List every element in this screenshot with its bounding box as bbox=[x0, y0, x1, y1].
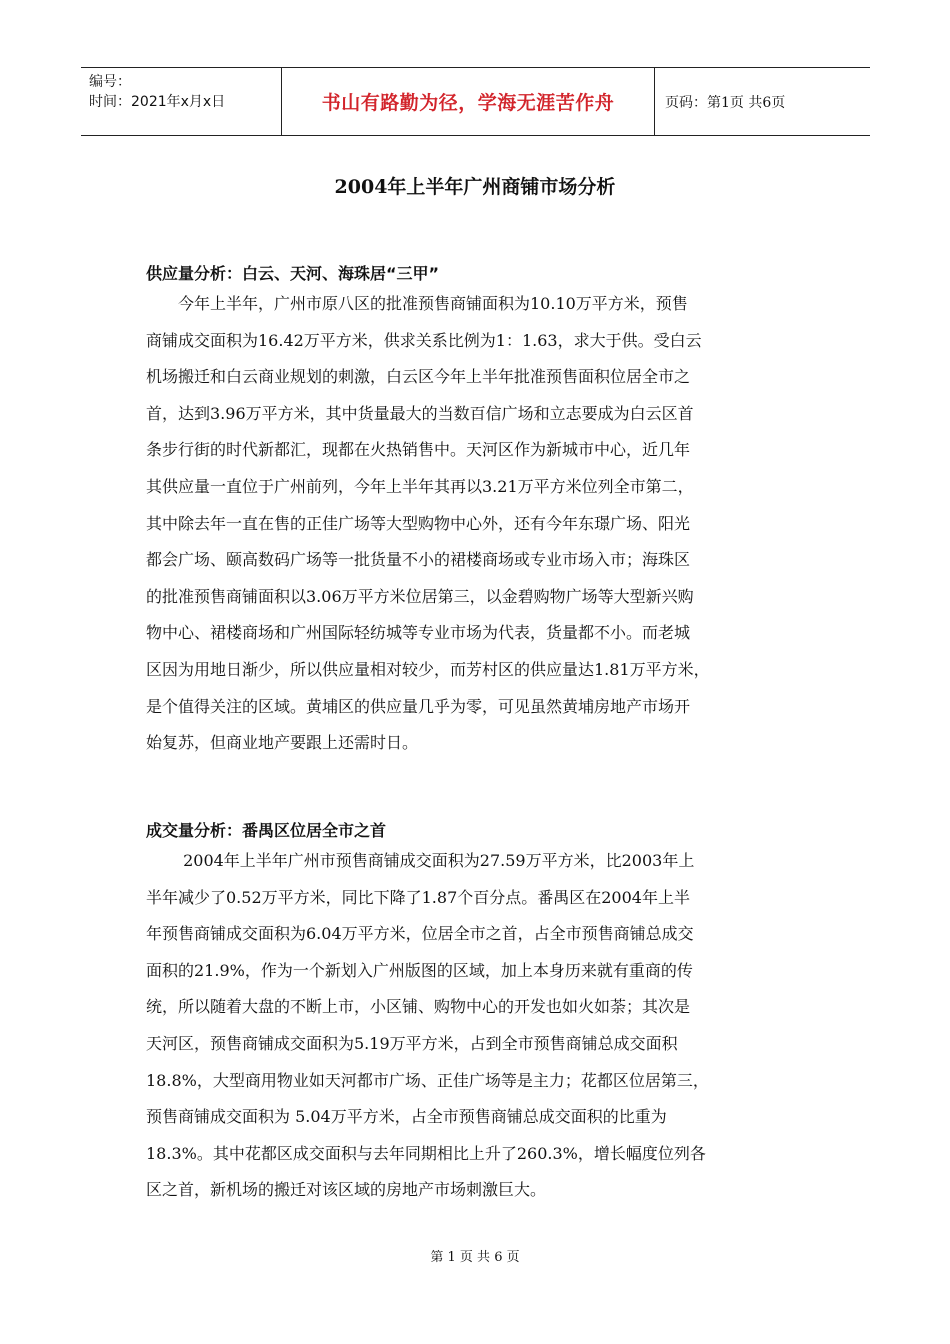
text-line: 商铺成交面积为16.42万平方米，供求关系比例为1：1.63，求大于供。受白云 bbox=[146, 330, 702, 350]
document-title: 2004年上半年广州商铺市场分析 bbox=[334, 176, 616, 198]
text-line: 首，达到3.96万平方米，其中货量最大的当数百信广场和立志要成为白云区首 bbox=[146, 403, 694, 423]
section-heading-supply: 供应量分析：白云、天河、海珠居“三甲” bbox=[146, 264, 440, 283]
text-line: 条步行街的时代新都汇，现都在火热销售中。天河区作为新城市中心，近几年 bbox=[146, 440, 691, 460]
text-line: 区之首，新机场的搬迁对该区域的房地产市场刺激巨大。 bbox=[146, 1180, 547, 1200]
text-line: 都会广场、颐高数码广场等一批货量不小的裙楼商场或专业市场入市；海珠区 bbox=[146, 550, 691, 570]
page-footer: 第 1 页 共 6 页 bbox=[430, 1250, 520, 1265]
text-line: 预售商铺成交面积为 5.04万平方米，占全市预售商铺总成交面积的比重为 bbox=[146, 1107, 667, 1127]
text-line: 是个值得关注的区域。黄埔区的供应量几乎为零，可见虽然黄埔房地产市场开 bbox=[146, 696, 691, 716]
text-line: 统，所以随着大盘的不断上市，小区铺、购物中心的开发也如火如荼；其次是 bbox=[146, 997, 691, 1017]
section-body-supply bbox=[146, 286, 806, 762]
code-label: 编号： bbox=[89, 74, 131, 90]
text-line: 其供应量一直位于广州前列，今年上半年其再以3.21万平方米位列全市第二， bbox=[146, 476, 694, 496]
page-info: 页码：第1页 共6页 bbox=[665, 94, 786, 111]
date-label: 时间：2021年x月x日 bbox=[89, 94, 226, 110]
text-line: 物中心、裙楼商场和广州国际轻纺城等专业市场为代表，货量都不小。而老城 bbox=[146, 623, 691, 643]
text-line: 区因为用地日渐少，所以供应量相对较少，而芳村区的供应量达1.81万平方米， bbox=[146, 659, 710, 679]
text-line: 半年减少了0.52万平方米，同比下降了1.87个百分点。番禺区在2004年上半 bbox=[146, 887, 690, 907]
section-body-transactions bbox=[146, 843, 806, 1209]
header-page-cell bbox=[655, 68, 870, 135]
text-line: 年预售商铺成交面积为6.04万平方米，位居全市之首，占全市预售商铺总成交 bbox=[146, 924, 694, 944]
text-line: 18.3%。其中花都区成交面积与去年同期相比上升了260.3%，增长幅度位列各 bbox=[146, 1143, 706, 1163]
text-line: 的批准预售商铺面积以3.06万平方米位居第三，以金碧购物广场等大型新兴购 bbox=[146, 586, 694, 606]
header-meta bbox=[81, 68, 281, 135]
text-line: 18.8%，大型商用物业如天河都市广场、正佳广场等是主力；花都区位居第三， bbox=[146, 1070, 709, 1090]
text-line: 面积的21.9%，作为一个新划入广州版图的区域，加上本身历来就有重商的传 bbox=[146, 960, 693, 980]
section-heading-transactions: 成交量分析：番禺区位居全市之首 bbox=[146, 821, 387, 840]
text-line: 其中除去年一直在售的正佳广场等大型购物中心外，还有今年东璟广场、阳光 bbox=[146, 513, 691, 533]
text-line: 机场搬迁和白云商业规划的刺激，白云区今年上半年批准预售面积位居全市之 bbox=[146, 367, 691, 387]
text-line: 始复苏，但商业地产要跟上还需时日。 bbox=[146, 733, 419, 753]
text-line: 2004年上半年广州市预售商铺成交面积为27.59万平方米，比2003年上 bbox=[146, 851, 695, 870]
text-line: 今年上半年，广州市原八区的批准预售商铺面积为10.10万平方米，预售 bbox=[146, 294, 688, 313]
motto-text: 书山有路勤为径，学海无涯苦作舟 bbox=[321, 92, 615, 114]
header-motto-cell bbox=[281, 68, 655, 135]
text-line: 天河区，预售商铺成交面积为5.19万平方米，占到全市预售商铺总成交面积 bbox=[146, 1033, 678, 1053]
document-header bbox=[81, 67, 870, 136]
